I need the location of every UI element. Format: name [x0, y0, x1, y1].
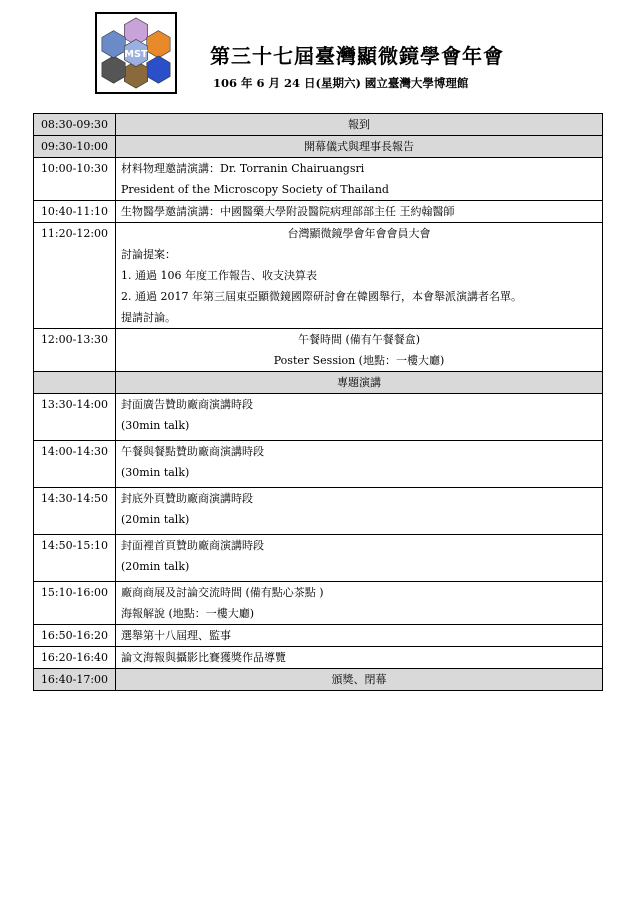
time-cell: 16:50-16:20	[34, 625, 116, 647]
description-line: (20min talk)	[121, 513, 190, 526]
description-cell	[116, 394, 603, 441]
description-cell	[116, 625, 603, 647]
description-cell	[116, 158, 603, 201]
description-line: (30min talk)	[121, 466, 190, 479]
description-line: 討論提案：	[121, 248, 176, 261]
description-line: 選舉第十八屆理、監事	[121, 629, 231, 642]
table-row	[34, 488, 603, 535]
description-cell	[116, 136, 603, 158]
hexagon-micrograph-logo-icon	[97, 14, 175, 92]
page-title: 第三十七屆臺灣顯微鏡學會年會	[210, 44, 504, 68]
description-line: 開幕儀式與理事長報告	[304, 140, 414, 153]
description-cell	[116, 488, 603, 535]
table-row	[34, 114, 603, 136]
description-cell	[116, 223, 603, 329]
description-line: 2. 通過 2017 年第三屆東亞顯微鏡國際研討會在韓國舉行，本會舉派演講者名單。	[121, 290, 522, 303]
schedule-table	[33, 113, 603, 691]
table-row	[34, 329, 603, 372]
time-cell: 08:30-09:30	[34, 114, 116, 136]
time-cell: 12:00-13:30	[34, 329, 116, 372]
time-cell	[34, 372, 116, 394]
description-cell	[116, 647, 603, 669]
description-cell	[116, 372, 603, 394]
description-line: 封面廣告贊助廠商演講時段	[121, 398, 253, 411]
table-row	[34, 441, 603, 488]
description-line: 報到	[348, 118, 370, 131]
description-cell	[116, 329, 603, 372]
time-cell: 16:20-16:40	[34, 647, 116, 669]
table-row	[34, 201, 603, 223]
time-cell: 14:00-14:30	[34, 441, 116, 488]
description-line: 台灣顯微鏡學會年會會員大會	[287, 227, 431, 240]
description-line: 廠商商展及討論交流時間 (備有點心茶點 )	[121, 586, 324, 599]
time-cell: 09:30-10:00	[34, 136, 116, 158]
description-line: 1. 通過 106 年度工作報告、收支決算表	[121, 269, 317, 282]
description-line: President of the Microscopy Society of Thailand	[121, 183, 389, 196]
description-line: 封底外頁贊助廠商演講時段	[121, 492, 253, 505]
description-cell	[116, 535, 603, 582]
table-row	[34, 136, 603, 158]
table-row	[34, 647, 603, 669]
table-row	[34, 372, 603, 394]
description-line: 論文海報與攝影比賽獲獎作品導覽	[121, 651, 286, 664]
row-spacer	[121, 530, 597, 534]
event-date-venue: 106 年 6 月 24 日(星期六) 國立臺灣大學博理館	[213, 76, 469, 90]
table-row	[34, 223, 603, 329]
table-row	[34, 582, 603, 625]
description-cell	[116, 582, 603, 625]
time-cell: 14:50-15:10	[34, 535, 116, 582]
row-spacer	[121, 483, 597, 487]
description-line: 封面裡首頁贊助廠商演講時段	[121, 539, 264, 552]
logo-text: MST	[124, 48, 148, 60]
time-cell: 14:30-14:50	[34, 488, 116, 535]
description-line: 材料物理邀請演講：Dr. Torranin Chairuangsri	[121, 162, 365, 175]
row-spacer	[121, 436, 597, 440]
description-line: 午餐與餐點贊助廠商演講時段	[121, 445, 264, 458]
description-cell	[116, 669, 603, 691]
description-line: 專題演講	[337, 376, 381, 389]
table-row	[34, 394, 603, 441]
time-cell: 16:40-17:00	[34, 669, 116, 691]
table-row	[34, 535, 603, 582]
description-cell	[116, 201, 603, 223]
time-cell: 10:40-11:10	[34, 201, 116, 223]
table-row	[34, 669, 603, 691]
table-row	[34, 158, 603, 201]
society-logo	[95, 12, 177, 94]
row-spacer	[121, 577, 597, 581]
description-cell	[116, 114, 603, 136]
time-cell: 13:30-14:00	[34, 394, 116, 441]
time-cell: 15:10-16:00	[34, 582, 116, 625]
description-line: Poster Session (地點：一樓大廳)	[273, 354, 445, 367]
description-line: 海報解說 (地點：一樓大廳)	[121, 607, 255, 620]
description-line: 提請討論。	[121, 311, 176, 324]
description-line: 午餐時間 (備有午餐餐盒)	[297, 333, 421, 346]
time-cell: 10:00-10:30	[34, 158, 116, 201]
time-cell: 11:20-12:00	[34, 223, 116, 329]
description-line: 頒獎、閉幕	[331, 673, 387, 686]
table-row	[34, 625, 603, 647]
description-line: (30min talk)	[121, 419, 190, 432]
description-line: (20min talk)	[121, 560, 190, 573]
description-cell	[116, 441, 603, 488]
description-line: 生物醫學邀請演講：中國醫藥大學附設醫院病理部部主任 王約翰醫師	[121, 205, 455, 218]
